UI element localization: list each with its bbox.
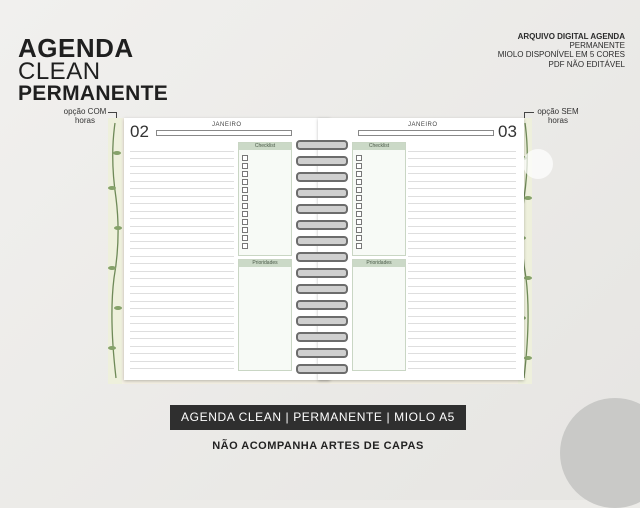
checklist-checkbox	[356, 203, 362, 209]
brand-title	[18, 35, 168, 104]
spiral-ring	[296, 220, 348, 230]
checklist-checkbox	[356, 179, 362, 185]
title-line-2: CLEAN	[18, 58, 101, 85]
cover-notice: NÃO ACOMPANHA ARTES DE CAPAS	[212, 440, 424, 452]
annotation-left-line1: opção COM	[63, 107, 107, 116]
left-month: JANEIRO	[212, 122, 242, 128]
checklist-checkbox	[242, 155, 248, 161]
spiral-ring	[296, 140, 348, 150]
checklist-checkbox	[242, 203, 248, 209]
checklist-checkbox	[356, 211, 362, 217]
checklist-checkbox	[242, 171, 248, 177]
product-banner: AGENDA CLEAN | PERMANENTE | MIOLO A5	[170, 405, 466, 430]
checklist-checkbox	[242, 163, 248, 169]
checklist-checkbox	[356, 187, 362, 193]
spiral-ring	[296, 284, 348, 294]
checklist-checkbox	[356, 195, 362, 201]
spiral-ring	[296, 188, 348, 198]
checklist-checkbox	[356, 155, 362, 161]
checklist-checkbox	[242, 227, 248, 233]
spiral-ring	[296, 364, 348, 374]
info-line-3: PDF NÃO EDITÁVEL	[548, 59, 625, 69]
right-month: JANEIRO	[408, 122, 438, 128]
checklist-checkbox	[242, 211, 248, 217]
spiral-ring	[296, 204, 348, 214]
right-note-lines	[408, 144, 516, 369]
annotation-right	[528, 107, 588, 125]
info-heading: ARQUIVO DIGITAL AGENDA	[517, 32, 625, 41]
checklist-checkbox	[242, 187, 248, 193]
annotation-left-line2: horas	[74, 116, 95, 126]
spiral-ring	[296, 252, 348, 262]
annotation-left	[55, 107, 115, 125]
left-checklist-title: Checklist	[239, 143, 291, 150]
info-line-2: MIOLO DISPONÍVEL EM 5 CORES	[497, 50, 625, 60]
leaf-pattern-left	[108, 118, 122, 384]
page-tab-circle	[523, 149, 553, 179]
right-priorities	[352, 259, 406, 371]
title-line-1: AGENDA	[18, 33, 134, 63]
checklist-checkbox	[356, 163, 362, 169]
checklist-checkbox	[356, 171, 362, 177]
right-priorities-title: Prioridades	[353, 260, 405, 267]
checklist-checkbox	[242, 219, 248, 225]
checklist-checkbox	[242, 235, 248, 241]
annotation-left-pointer	[108, 112, 116, 113]
annotation-right-line2: horas	[547, 116, 568, 126]
annotation-right-pointer	[524, 112, 534, 113]
info-line-1: PERMANENTE	[569, 41, 625, 51]
right-day-number: 03	[498, 122, 517, 141]
right-date-strip	[358, 130, 494, 136]
title-line-3: PERMANENTE	[18, 82, 169, 105]
spiral-ring	[296, 300, 348, 310]
spiral-ring	[296, 172, 348, 182]
spiral-ring	[296, 236, 348, 246]
checklist-checkbox	[356, 235, 362, 241]
left-hour-lines	[130, 144, 234, 369]
spiral-ring	[296, 332, 348, 342]
product-info	[498, 32, 625, 69]
checklist-checkbox	[356, 243, 362, 249]
left-priorities	[238, 259, 292, 371]
checklist-checkbox	[242, 243, 248, 249]
spiral-ring	[296, 316, 348, 326]
spiral-ring	[296, 348, 348, 358]
spiral-ring	[296, 268, 348, 278]
checklist-checkbox	[356, 227, 362, 233]
annotation-right-line1: opção SEM	[537, 107, 579, 116]
spiral-ring	[296, 156, 348, 166]
checklist-checkbox	[242, 195, 248, 201]
checklist-checkbox	[242, 179, 248, 185]
left-priorities-title: Prioridades	[239, 260, 291, 267]
left-day-number: 02	[130, 122, 149, 141]
right-checklist-title: Checklist	[353, 143, 405, 150]
left-date-strip	[156, 130, 292, 136]
right-page	[318, 118, 524, 380]
checklist-checkbox	[356, 219, 362, 225]
